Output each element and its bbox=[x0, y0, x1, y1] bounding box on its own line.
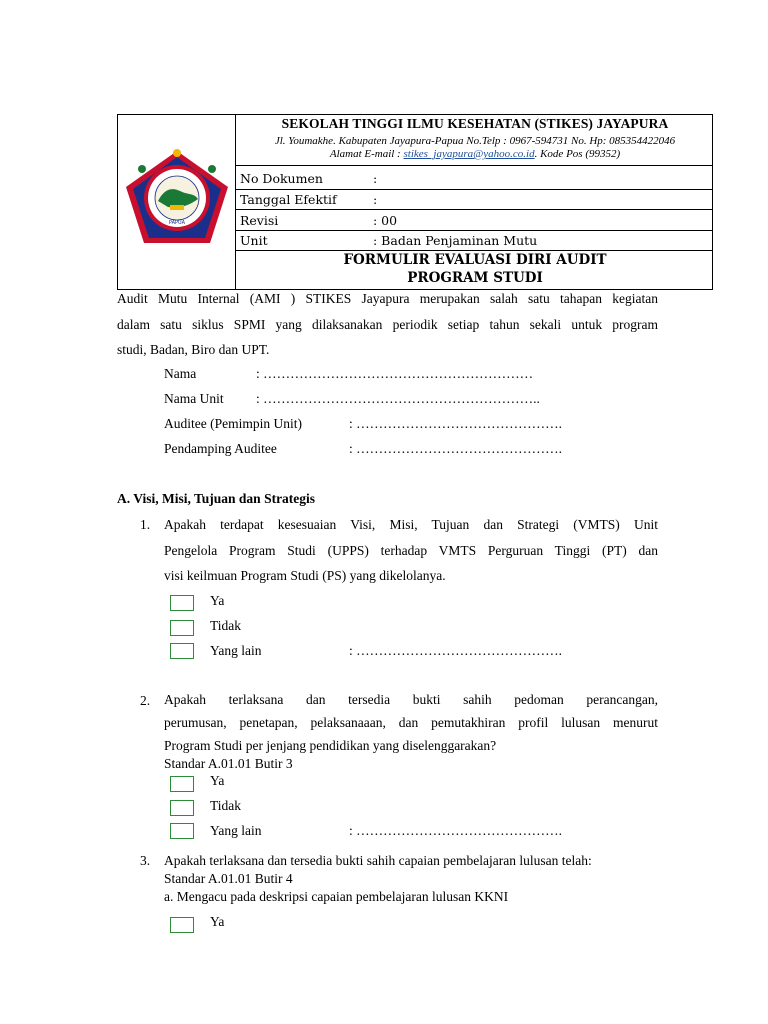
q2-option-ya: Ya bbox=[210, 773, 225, 788]
q1-line: Pengelola Program Studi (UPPS) terhadap VMTS Perguruan Tinggi (PT) dan bbox=[164, 542, 658, 558]
q1-number: 1. bbox=[140, 517, 151, 532]
meta-label: Tanggal Efektif bbox=[240, 192, 337, 207]
meta-label: Unit bbox=[240, 233, 268, 248]
meta-value: : Badan Penjaminan Mutu bbox=[373, 233, 538, 248]
q1-line: Apakah terdapat kesesuaian Visi, Misi, Tujuan dan Strategi (VMTS) Unit bbox=[164, 517, 658, 532]
intro-line: studi, Badan, Biro dan UPT. bbox=[117, 342, 270, 357]
meta-value: : bbox=[373, 171, 378, 186]
q1-text bbox=[164, 512, 658, 589]
intro-line: dalam satu siklus SPMI yang dilaksanakan periodik setiap tahun sekali untuk program bbox=[117, 316, 658, 332]
q3-standard: Standar A.01.01 Butir 4 bbox=[164, 871, 293, 886]
q2-checkbox-tidak[interactable] bbox=[170, 800, 194, 816]
identity-field-nama[interactable]: : …………………………………………………… bbox=[256, 366, 534, 381]
q2-standard: Standar A.01.01 Butir 3 bbox=[164, 756, 293, 771]
q1-option-ya: Ya bbox=[210, 593, 225, 608]
meta-label: No Dokumen bbox=[240, 171, 323, 186]
identity-field-auditee[interactable]: : ………………………………………. bbox=[349, 416, 563, 431]
q1-option-yang-lain: Yang lain bbox=[210, 643, 262, 658]
q1-checkbox-yang-lain[interactable] bbox=[170, 643, 194, 659]
school-address: Jl. Youmakhe. Kabupaten Jayapura-Papua No.Telp : 0967-594731 No. Hp: 085354422046 bbox=[274, 135, 676, 147]
identity-label-auditee: Auditee (Pemimpin Unit) bbox=[164, 416, 302, 431]
q1-checkbox-tidak[interactable] bbox=[170, 620, 194, 636]
q3-option-ya: Ya bbox=[210, 914, 225, 929]
q2-line: Apakah terlaksana dan tersedia bukti sahih pedoman perancangan, bbox=[164, 692, 658, 707]
q1-checkbox-ya[interactable] bbox=[170, 595, 194, 611]
header-table bbox=[117, 114, 713, 290]
meta-value: : 00 bbox=[373, 213, 398, 228]
identity-label-nama: Nama bbox=[164, 366, 197, 381]
q2-other-field[interactable]: : ………………………………………. bbox=[349, 823, 563, 838]
meta-row-no-dokumen bbox=[237, 169, 713, 190]
q2-checkbox-ya[interactable] bbox=[170, 776, 194, 792]
q2-option-yang-lain: Yang lain bbox=[210, 823, 262, 838]
email-link[interactable]: stikes_jayapura@yahoo.co.id bbox=[403, 148, 535, 160]
meta-row-tanggal-efektif bbox=[237, 190, 713, 211]
section-a-title: A. Visi, Misi, Tujuan dan Strategis bbox=[117, 491, 316, 506]
meta-row-unit bbox=[237, 231, 713, 252]
form-subtitle: PROGRAM STUDI bbox=[407, 270, 543, 286]
identity-field-nama-unit[interactable]: : …………………………………………………….. bbox=[256, 391, 540, 406]
q2-line: perumusan, penetapan, pelaksanaaan, dan pemutakhiran profil lulusan menurut bbox=[164, 715, 658, 730]
identity-field-pendamping[interactable]: : ………………………………………. bbox=[349, 441, 563, 456]
q3-text: Apakah terlaksana dan tersedia bukti sahih capaian pembelajaran lulusan telah: bbox=[164, 853, 592, 868]
q3-checkbox-ya[interactable] bbox=[170, 917, 194, 933]
identity-label-nama-unit: Nama Unit bbox=[164, 391, 224, 406]
q1-line: visi keilmuan Program Studi (PS) yang dikelolanya. bbox=[164, 568, 446, 583]
postal-code: . Kode Pos (99352) bbox=[534, 148, 621, 160]
meta-value: : bbox=[373, 192, 378, 207]
table-divider bbox=[236, 165, 713, 166]
q2-option-tidak: Tidak bbox=[210, 798, 242, 813]
school-name: SEKOLAH TINGGI ILMU KESEHATAN (STIKES) JAYAPURA bbox=[281, 116, 669, 131]
intro-paragraph bbox=[117, 286, 658, 363]
identity-label-pendamping: Pendamping Auditee bbox=[164, 441, 277, 456]
q2-text bbox=[164, 688, 658, 757]
q1-other-field[interactable]: : ………………………………………. bbox=[349, 643, 563, 658]
intro-line: Audit Mutu Internal (AMI ) STIKES Jayapura merupakan salah satu tahapan kegiatan bbox=[117, 291, 658, 306]
q2-line: Program Studi per jenjang pendidikan yang diselenggarakan? bbox=[164, 738, 497, 753]
q3-sub-a: a. Mengacu pada deskripsi capaian pembelajaran lulusan KKNI bbox=[164, 889, 509, 904]
stikes-logo-icon bbox=[118, 115, 236, 291]
meta-row-revisi bbox=[237, 211, 713, 232]
q2-number: 2. bbox=[140, 693, 151, 708]
school-contact bbox=[237, 148, 713, 161]
q1-option-tidak: Tidak bbox=[210, 618, 242, 633]
form-title: FORMULIR EVALUASI DIRI AUDIT bbox=[343, 252, 607, 268]
q2-checkbox-yang-lain[interactable] bbox=[170, 823, 194, 839]
logo-caption: PAPUA bbox=[168, 220, 186, 226]
meta-label: Revisi bbox=[240, 213, 279, 228]
email-label: Alamat E-mail : bbox=[329, 148, 404, 160]
q3-number: 3. bbox=[140, 853, 151, 868]
